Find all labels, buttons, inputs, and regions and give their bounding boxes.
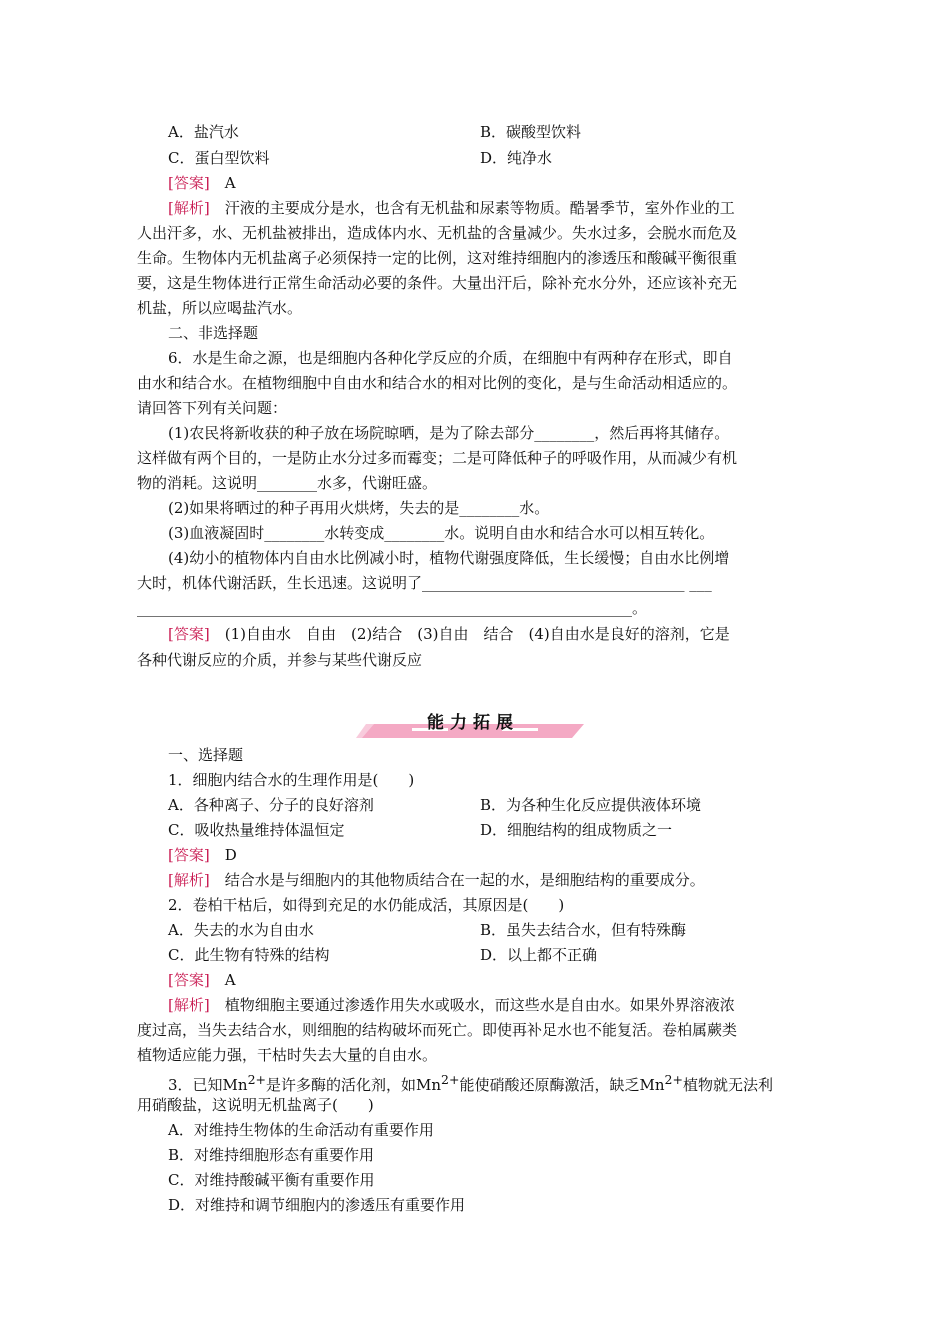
answer-line bbox=[168, 845, 237, 865]
question-text bbox=[168, 1070, 773, 1095]
answer-tag: [答案] bbox=[168, 174, 210, 192]
question-text: 请回答下列有关问题： bbox=[137, 399, 288, 417]
analysis-text: 机盐，所以应喝盐汽水。 bbox=[137, 299, 303, 317]
question-part: (2)如果将晒过的种子再用火烘烤，失去的是________水。 bbox=[168, 499, 550, 517]
analysis-text: 生命。生物体内无机盐离子必须保持一定的比例，这对维持细胞内的渗透压和酸碱平衡很重 bbox=[137, 249, 738, 267]
question-part: 大时，机体代谢活跃，生长迅速。这说明了___________________________________ ___ bbox=[137, 574, 712, 592]
answer-line bbox=[168, 173, 236, 193]
banner-title: 能力拓展 bbox=[427, 713, 519, 733]
answer-value: A bbox=[224, 971, 236, 989]
analysis-line bbox=[168, 198, 735, 218]
analysis-text: 植物细胞主要通过渗透作用失水或吸水，而这些水是自由水。如果外界溶液浓 bbox=[224, 996, 735, 1014]
option-c: C．蛋白型饮料 bbox=[168, 149, 270, 167]
analysis-text: 汗液的主要成分是水，也含有无机盐和尿素等物质。酷暑季节，室外作业的工 bbox=[224, 199, 735, 217]
answer-line bbox=[168, 624, 730, 644]
option-d: D．对维持和调节细胞内的渗透压有重要作用 bbox=[168, 1196, 466, 1214]
question-fragment: 植物就无法利 bbox=[682, 1076, 773, 1094]
answer-line bbox=[168, 970, 236, 990]
answer-tag: [答案] bbox=[168, 971, 210, 989]
analysis-line bbox=[168, 995, 735, 1015]
question-part: (1)农民将新收获的种子放在场院晾晒，是为了除去部分________，然后再将其储存。 bbox=[168, 424, 730, 442]
answer-value: A bbox=[224, 174, 236, 192]
option-a: A．对维持生物体的生命活动有重要作用 bbox=[168, 1121, 434, 1139]
question-text: 1．细胞内结合水的生理作用是( ) bbox=[168, 771, 415, 789]
question-fragment: 3．已知Mn bbox=[168, 1076, 248, 1094]
question-text: 用硝酸盐，这说明无机盐离子( ) bbox=[137, 1096, 374, 1114]
question-fragment: 能使硝酸还原酶激活，缺乏Mn bbox=[459, 1076, 665, 1094]
option-d: D．以上都不正确 bbox=[480, 946, 598, 964]
option-d: D．纯净水 bbox=[480, 149, 553, 167]
option-c: C．此生物有特殊的结构 bbox=[168, 946, 330, 964]
answer-tag: [答案] bbox=[168, 846, 210, 864]
answer-value: D bbox=[224, 846, 237, 864]
option-c: C．对维持酸碱平衡有重要作用 bbox=[168, 1171, 375, 1189]
option-b: B．对维持细胞形态有重要作用 bbox=[168, 1146, 375, 1164]
analysis-text: 结合水是与细胞内的其他物质结合在一起的水，是细胞结构的重要成分。 bbox=[224, 871, 705, 889]
section-heading: 二、非选择题 bbox=[168, 324, 259, 342]
question-text: 2．卷柏干枯后，如得到充足的水仍能成活，其原因是( ) bbox=[168, 896, 565, 914]
analysis-text: 人出汗多，水、无机盐被排出，造成体内水、无机盐的含量减少。失水过多，会脱水而危及 bbox=[137, 224, 738, 242]
section-banner bbox=[352, 704, 594, 742]
analysis-tag: [解析] bbox=[168, 871, 210, 889]
question-text: 由水和结合水。在植物细胞中自由水和结合水的相对比例的变化，是与生命活动相适应的。 bbox=[137, 374, 738, 392]
option-c: C．吸收热量维持体温恒定 bbox=[168, 821, 345, 839]
question-fragment: 是许多酶的活化剂，如Mn bbox=[266, 1076, 442, 1094]
analysis-text: 植物适应能力强，干枯时失去大量的自由水。 bbox=[137, 1046, 438, 1064]
question-text: 6．水是生命之源，也是细胞内各种化学反应的介质，在细胞中有两种存在形式，即自 bbox=[168, 349, 733, 367]
question-part: 物的消耗。这说明________水多，代谢旺盛。 bbox=[137, 474, 438, 492]
option-b: B．为各种生化反应提供液体环境 bbox=[480, 796, 702, 814]
analysis-tag: [解析] bbox=[168, 199, 210, 217]
question-part: (4)幼小的植物体内自由水比例减小时，植物代谢强度降低，生长缓慢；自由水比例增 bbox=[168, 549, 730, 567]
option-a: A．各种离子、分子的良好溶剂 bbox=[168, 796, 374, 814]
question-part: __________________________________________________________________。 bbox=[137, 599, 648, 617]
analysis-line bbox=[168, 870, 705, 890]
answer-value: (1)自由水 自由 (2)结合 (3)自由 结合 (4)自由水是良好的溶剂，它是 bbox=[224, 625, 730, 643]
option-a: A．失去的水为自由水 bbox=[168, 921, 314, 939]
option-a: A．盐汽水 bbox=[168, 123, 239, 141]
superscript: 2+ bbox=[441, 1072, 460, 1087]
superscript: 2+ bbox=[247, 1072, 267, 1087]
analysis-tag: [解析] bbox=[168, 996, 210, 1014]
question-part: (3)血液凝固时________水转变成________水。说明自由水和结合水可以相互转化。 bbox=[168, 524, 715, 542]
option-b: B．碳酸型饮料 bbox=[480, 123, 582, 141]
analysis-text: 度过高，当失去结合水，则细胞的结构破坏而死亡。即使再补足水也不能复活。卷柏属蕨类 bbox=[137, 1021, 738, 1039]
question-part: 这样做有两个目的，一是防止水分过多而霉变；二是可降低种子的呼吸作用，从而减少有机 bbox=[137, 449, 738, 467]
option-b: B．虽失去结合水，但有特殊酶 bbox=[480, 921, 687, 939]
superscript: 2+ bbox=[664, 1072, 683, 1087]
section-heading: 一、选择题 bbox=[168, 746, 244, 764]
answer-value: 各种代谢反应的介质，并参与某些代谢反应 bbox=[137, 651, 423, 669]
answer-tag: [答案] bbox=[168, 625, 210, 643]
analysis-text: 要，这是生物体进行正常生命活动必要的条件。大量出汗后，除补充水分外，还应该补充无 bbox=[137, 274, 738, 292]
option-d: D．细胞结构的组成物质之一 bbox=[480, 821, 673, 839]
